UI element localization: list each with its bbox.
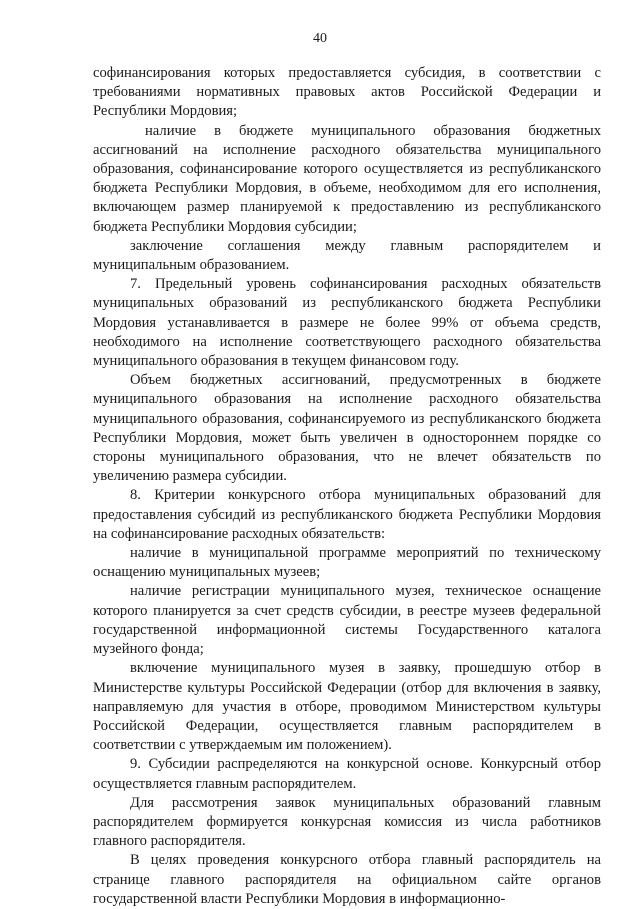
paragraph-agreement: заключение соглашения между главным распорядителем и муниципальным образованием. xyxy=(93,237,601,274)
paragraph-criterion-program: наличие в муниципальной программе мероприятий по техническому оснащению муниципальных музеев; xyxy=(93,545,601,581)
paragraph-budget-allocations: наличие в бюджете муниципального образования бюджетных ассигнований на исполнение расходного обязательства муниципального образования, софинансирование которого осуществляется из республиканского бюджета Республики Мордовия, в объеме, необходимом для его исполнения, включающем размер планируемой к предоставлению из республиканского бюджета Республики Мордовия субсидии; xyxy=(93,122,601,235)
paragraph-7-cofinancing-level: 7. Предельный уровень софинансирования расходных обязательств муниципальных образований из республиканского бюджета Республики Мордовия устанавливается в размере не более 99% от объема средств, необходимого на исполнение соответствующего расходного обязательства муниципального образования в текущем финансовом году. xyxy=(93,276,601,370)
paragraph-criterion-registration: наличие регистрации муниципального музея, техническое оснащение которого планируется за счет средств субсидии, в реестре музеев федеральной государственной информационной системы Государственного каталога музейного фонда; xyxy=(93,583,601,658)
document-body xyxy=(93,64,601,909)
paragraph-criterion-application: включение муниципального музея в заявку, прошедшую отбор в Министерстве культуры Российской Федерации (отбор для включения в заявку, направляемую для участия в отборе, проводимом Министерством культуры Российской Федерации, осуществляется главным распорядителем в соответствии с утверждаемым им положением). xyxy=(93,660,601,754)
paragraph-9-competitive-basis: 9. Субсидии распределяются на конкурсной основе. Конкурсный отбор осуществляется главным распорядителем. xyxy=(93,756,601,792)
paragraph-continuation: софинансирования которых предоставляется субсидия, в соответствии с требованиями нормативных правовых актов Российской Федерации и Республики Мордовия; xyxy=(93,65,601,120)
paragraph-commission: Для рассмотрения заявок муниципальных образований главным распорядителем формируется конкурсная комиссия из числа работников главного распорядителя. xyxy=(93,794,601,850)
page-number: 40 xyxy=(313,31,327,46)
paragraph-selection-procedure: В целях проведения конкурсного отбора главный распорядитель на странице главного распорядителя на официальном сайте органов государственной власти Республики Мордовия в информационно- xyxy=(93,852,601,907)
paragraph-budget-volume: Объем бюджетных ассигнований, предусмотренных в бюджете муниципального образования на исполнение расходного обязательства муниципального образования, софинансируемого из республиканского бюджета Республики Мордовия, может быть увеличен в одностороннем порядке со стороны муниципального образования, что не влечет обязательств по увеличению размера субсидии. xyxy=(93,372,601,485)
paragraph-8-selection-criteria: 8. Критерии конкурсного отбора муниципальных образований для предоставления субсидий из республиканского бюджета Республики Мордовия на софинансирование расходных обязательств: xyxy=(93,487,601,542)
